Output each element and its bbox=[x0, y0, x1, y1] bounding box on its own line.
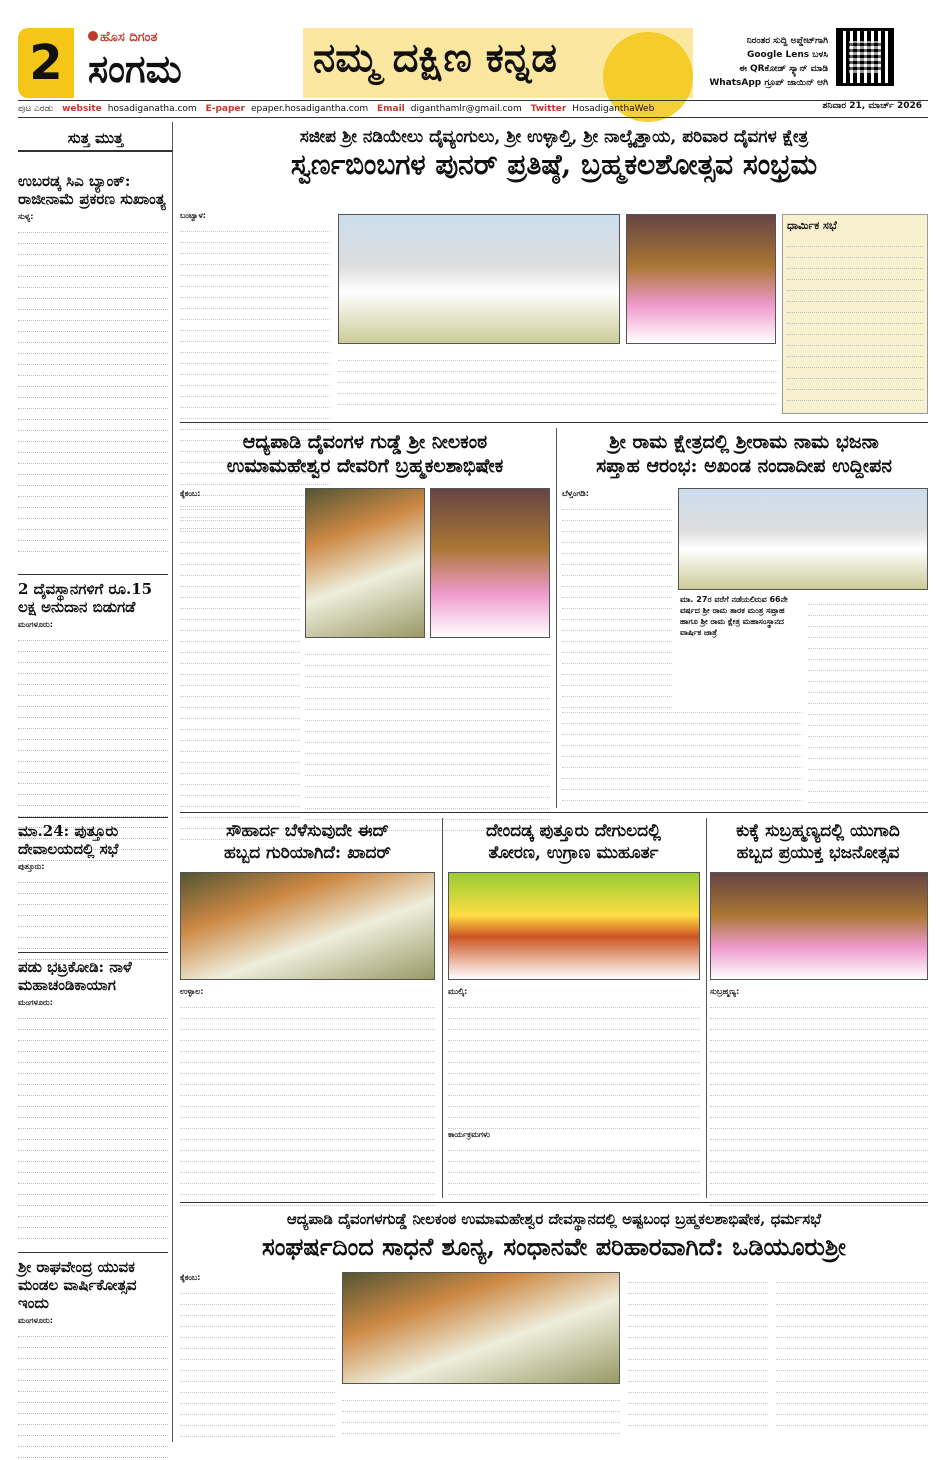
brief-headline: ಶ್ರೀ ರಾಘವೇಂದ್ರ ಯುವಕ ಮಂಡಲ ವಾರ್ಷಿಕೋತ್ಸವ ಇಂದು bbox=[18, 1258, 137, 1312]
left-column bbox=[18, 122, 173, 1442]
story4-headline: ಸೌಹಾರ್ದ ಬೆಳೆಸುವುದೇ ಈದ್ ಹಬ್ಬದ ಗುರಿಯಾಗಿದೆ: ಖಾದರ್ bbox=[224, 821, 391, 863]
section-title: ಸುತ್ತ ಮುತ್ತ bbox=[18, 124, 173, 152]
story3-headline: ಶ್ರೀ ರಾಮ ಕ್ಷೇತ್ರದಲ್ಲಿ ಶ್ರೀರಾಮ ನಾಮ ಭಜನಾ ಸಪ್ತಾಹ ಆರಂಭ: ಅಖಂಡ ನಂದಾದೀಪ ಉದ್ದೀಪನ bbox=[596, 431, 892, 477]
brand-title: ಸಂಗಮ bbox=[88, 46, 182, 91]
story7-body-cont3 bbox=[776, 1272, 928, 1426]
story2-body: ಕೈಕಂಬ: bbox=[180, 488, 300, 840]
sidebox-title: ಧಾರ್ಮಿಕ ಸಭೆ bbox=[787, 219, 837, 232]
story6-body: ಸುಬ್ರಹ್ಮಣ್ಯ: bbox=[710, 986, 928, 1206]
story7-body-cont2 bbox=[628, 1272, 768, 1426]
story7-headline: ಸಂಘರ್ಷದಿಂದ ಸಾಧನೆ ಶೂನ್ಯ, ಸಂಧಾನವೇ ಪರಿಹಾರವಾಗಿದೆ: ಒಡಿಯೂರುಶ್ರೀ bbox=[262, 1232, 846, 1261]
issue-date: ಶನಿವಾರ 21, ಮಾರ್ಚ್ 2026 bbox=[822, 101, 922, 111]
story6-headline: ಕುಕ್ಕೆ ಸುಬ್ರಹ್ಮಣ್ಯದಲ್ಲಿ ಯುಗಾದಿ ಹಬ್ಬದ ಪ್ರಯುಕ್ತ ಭಜನೋತ್ಸವ bbox=[736, 821, 900, 863]
email-link[interactable]: diganthamlr@gmail.com bbox=[410, 104, 522, 114]
story3-body-cont bbox=[808, 594, 928, 803]
twitter-link[interactable]: HosadiganthaWeb bbox=[572, 104, 655, 114]
story4-photo bbox=[180, 872, 435, 980]
page-number: 2 bbox=[18, 28, 74, 98]
masthead bbox=[18, 28, 928, 98]
brief-headline: ಪಡು ಭಟ್ರಕೋಡಿ: ನಾಳೆ ಮಹಾಚಂಡಿಕಾಯಾಗ bbox=[18, 958, 132, 994]
lead-story bbox=[180, 126, 928, 182]
brief-item: ಪಡು ಭಟ್ರಕೋಡಿ: ನಾಳೆ ಮಹಾಚಂಡಿಕಾಯಾಗ ಮಂಗಳೂರು: bbox=[18, 958, 168, 1239]
story7 bbox=[180, 1208, 928, 1264]
lead-photo-procession bbox=[338, 214, 620, 344]
edition-banner bbox=[303, 28, 693, 98]
lead-headline: ಸ್ವರ್ಣಬಿಂಬಗಳ ಪುನರ್ ಪ್ರತಿಷ್ಠೆ, ಬ್ರಹ್ಮಕಲಶೋತ್ಸವ ಸಂಭ್ರಮ bbox=[290, 148, 818, 181]
brief-item: ಮಾ.24: ಪುತ್ತೂರು ದೇವಾಲಯದಲ್ಲಿ ಸಭೆ ಪುತ್ತೂರು: bbox=[18, 822, 168, 960]
brand-logo-icon bbox=[88, 31, 98, 41]
story7-body-cont bbox=[342, 1390, 620, 1434]
lead-body-cont bbox=[338, 350, 778, 405]
story2-headline: ಆದ್ಯಪಾಡಿ ದೈವಂಗಳ ಗುಡ್ಡೆ ಶ್ರೀ ನೀಲಕಂಠ ಉಮಾಮಹೇಶ್ವರ ದೇವರಿಗೆ ಬ್ರಹ್ಮಕಲಶಾಭಿಷೇಕ bbox=[226, 431, 504, 477]
lead-photo-ritual bbox=[626, 214, 776, 344]
brief-headline: ಉಬರಡ್ಕ ಸಿಎ ಬ್ಯಾಂಕ್: ರಾಜೀನಾಮೆ ಪ್ರಕರಣ ಸುಖಾಂತ್ಯ bbox=[18, 172, 166, 208]
story4-body: ಉಳ್ಳಾಲ: bbox=[180, 986, 435, 1206]
qr-code-icon[interactable] bbox=[836, 28, 894, 86]
page-label: ಪುಟ ಎರಡು bbox=[18, 104, 54, 114]
story5-headline: ದೇಂದಡ್ಕ ಪುತ್ತೂರು ದೇಗುಲದಲ್ಲಿ ತೋರಣ, ಉಗ್ರಾಣ ಮುಹೂರ್ತ bbox=[486, 821, 661, 863]
story7-kicker: ಆದ್ಯಪಾಡಿ ದೈವಂಗಳಗುಡ್ಡೆ ನೀಲಕಂಠ ಉಮಾಮಹೇಶ್ವರ ದೇವಸ್ಥಾನದಲ್ಲಿ ಅಷ್ಟಬಂಧ ಬ್ರಹ್ಮಕಲಶಾಭಿಷೇಕ, ಧರ್ಮಸಭೆ bbox=[286, 1210, 822, 1228]
story3-body-cont2 bbox=[562, 702, 802, 801]
story7-body: ಕೈಕಂಬ: bbox=[180, 1272, 335, 1437]
story5-photo bbox=[448, 872, 700, 980]
lead-sidebox bbox=[782, 214, 928, 414]
qr-instructions: ನಿರಂತರ ಸುದ್ದಿ ಅಪ್ಡೇಟ್‌ಗಾಗಿ Google Lens ಬಳಸಿ ಈ QRಕೋಡ್ ಸ್ಕ್ಯಾನ್ ಮಾಡಿ WhatsApp ಗ್ರೂಪ್ ಜಾಯಿನ್ ಆಗಿ bbox=[709, 36, 828, 88]
story3-body: ಬೆಳ್ತಂಗಡಿ: bbox=[562, 488, 672, 708]
story7-photo bbox=[342, 1272, 620, 1384]
brief-headline: ಮಾ.24: ಪುತ್ತೂರು ದೇವಾಲಯದಲ್ಲಿ ಸಭೆ bbox=[18, 822, 119, 858]
story2-photo-1 bbox=[305, 488, 425, 638]
story6-photo bbox=[710, 872, 928, 980]
info-bar: ಪುಟ ಎರಡು website hosadiganatha.com E-paper epaper.hosadigantha.com Email diganthamlr@gmail.com Twitter HosadiganthaWeb ಶನಿವಾರ 21, ಮಾರ್ಚ್ 2026 bbox=[18, 100, 928, 118]
brief-item: ಉಬರಡ್ಕ ಸಿಎ ಬ್ಯಾಂಕ್: ರಾಜೀನಾಮೆ ಪ್ರಕರಣ ಸುಖಾಂತ್ಯ ಸುಳ್ಯ: bbox=[18, 172, 168, 552]
brief-headline: 2 ದೈವಸ್ಥಾನಗಳಿಗೆ ರೂ.15 ಲಕ್ಷ ಅನುದಾನ ಬಿಡುಗಡೆ bbox=[18, 580, 153, 616]
story2-photo-2 bbox=[430, 488, 550, 638]
story5-body: ಮುಲ್ಕಿ: ಕಾರ್ಯಕ್ರಮಗಳು bbox=[448, 986, 700, 1195]
story3-caption: ಮಾ. 27ರ ವರೆಗೆ ನಡೆಯಲಿರುವ 66ನೇ ವರ್ಷದ ಶ್ರೀ ರಾಮ ತಾರಕ ಮಂತ್ರ ಸಪ್ತಾಹ ಹಾಗೂ ಶ್ರೀ ರಾಮ ಕ್ಷೇತ್ರ ಮಹಾಸಂಸ್ಥಾನದ ವಾರ್ಷಿಕ ಜಾತ್ರೆ bbox=[678, 592, 803, 640]
website-link[interactable]: hosadiganatha.com bbox=[107, 104, 197, 114]
story2-body-cont bbox=[305, 644, 550, 831]
lead-kicker: ಸಜೀಪ ಶ್ರೀ ನಡಿಯೇಲು ದೈವ್ಯಂಗುಲು, ಶ್ರೀ ಉಳ್ಳಾಲ್ತಿ, ಶ್ರೀ ನಾಲ್ಕೈತ್ತಾಯ, ಪರಿವಾರ ದೈವಗಳ ಕ್ಷೇತ್ರ bbox=[299, 127, 809, 147]
brief-item: ಶ್ರೀ ರಾಘವೇಂದ್ರ ಯುವಕ ಮಂಡಲ ವಾರ್ಷಿಕೋತ್ಸವ ಇಂದು ಮಂಗಳೂರು: bbox=[18, 1258, 168, 1458]
brief-item: 2 ದೈವಸ್ಥಾನಗಳಿಗೆ ರೂ.15 ಲಕ್ಷ ಅನುದಾನ ಬಿಡುಗಡೆ ಮಂಗಳೂರು: bbox=[18, 580, 168, 861]
main-column bbox=[180, 122, 928, 1442]
story5-subhead: ಕಾರ್ಯಕ್ರಮಗಳು bbox=[448, 1130, 490, 1139]
brand-subtitle: ಹೊಸ ದಿಗಂತ bbox=[88, 30, 157, 45]
edition-title: ನಮ್ಮ ದಕ್ಷಿಣ ಕನ್ನಡ bbox=[313, 34, 557, 81]
epaper-link[interactable]: epaper.hosadigantha.com bbox=[250, 104, 369, 114]
story3-photo bbox=[678, 488, 928, 590]
lead-body: ಬಂಟ್ವಾಳ: bbox=[180, 210, 330, 529]
